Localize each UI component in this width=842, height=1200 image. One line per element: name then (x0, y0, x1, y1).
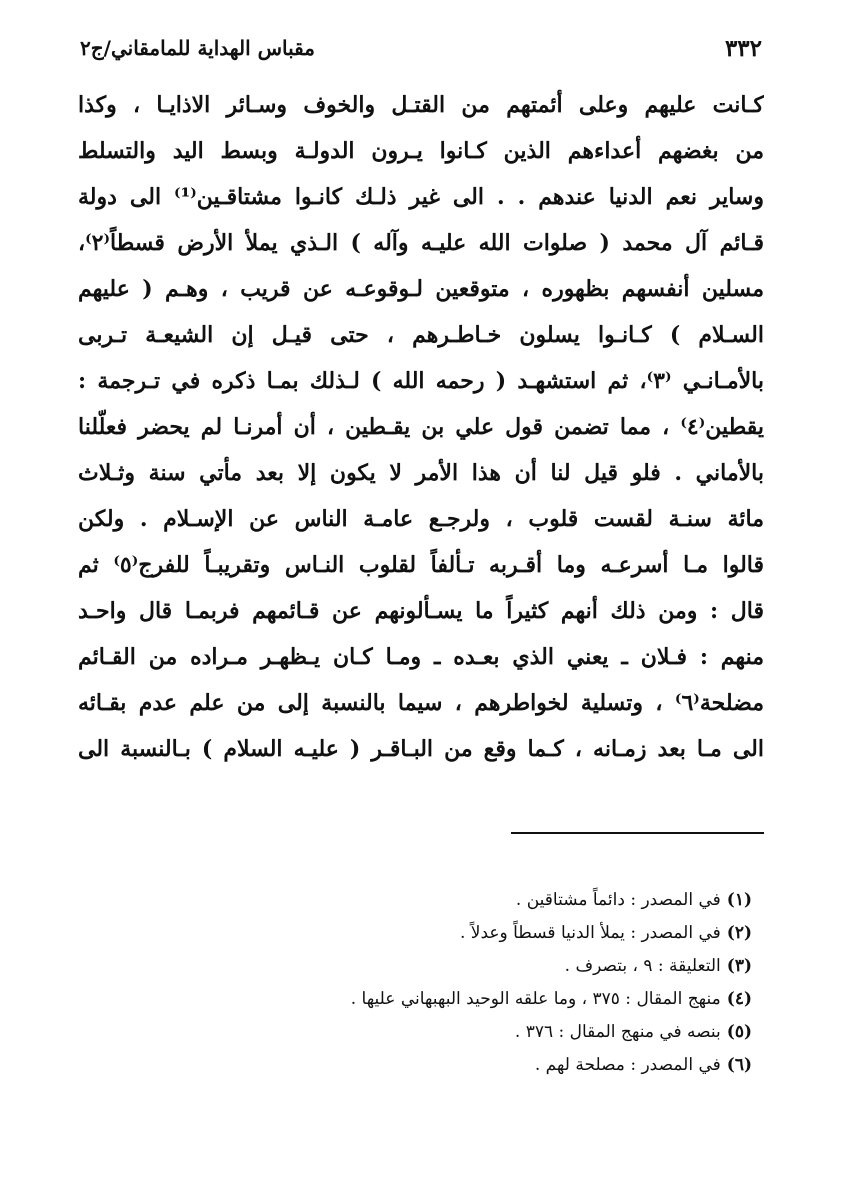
footnotes (90, 884, 752, 1082)
footnote-number: (٤) (726, 989, 752, 1009)
text-line: مائة سنـة لقست قلوب ، ولرجـع عامـة الناس عن الإسـلام . ولكن (78, 506, 764, 532)
footnote-number: (١) (726, 890, 752, 910)
main-text (78, 82, 764, 772)
footnote-number: (٣) (726, 956, 752, 976)
text-line: السـلام ) كـانـوا يسلون خـاطـرهم ، حتى قيـل إن الشيعـة تـربى (78, 322, 764, 348)
footnote-text: في المصدر : يملأ الدنيا قسطاً وعدلاً . (459, 923, 721, 943)
text-line: بالأمـانـي ⁽٣⁾، ثم استشهـد ( رحمه الله ) لـذلك بمـا ذكره في تـرجمة : (78, 368, 764, 394)
footnote-divider (511, 832, 764, 834)
text-line: قالوا مـا أسرعـه وما أقـربه تـألفاً لقلوب النـاس وتقريبـاً للفرج⁽٥⁾ ثم (78, 552, 764, 578)
text-line: مضلحة⁽٦⁾ ، وتسلية لخواطرهم ، سيما بالنسبة إلى من علم عدم بقـائه (78, 690, 764, 716)
footnote-text: منهج المقال : ٣٧٥ ، وما علقه الوحيد البهبهاني عليها . (350, 989, 721, 1009)
footnote-number: (٢) (726, 923, 752, 943)
footnote-text: في المصدر : دائماً مشتاقين . (515, 890, 721, 910)
footnote-text: التعليقة : ٩ ، بتصرف . (564, 956, 721, 976)
text-line: يقطين⁽٤⁾ ، مما تضمن قول علي بن يقـطين ، أن أمرنـا لم يحضر فعلّلنا (78, 414, 764, 440)
footnote-2 (90, 917, 752, 950)
page-header (80, 28, 762, 68)
footnote-text: بنصه في منهج المقال : ٣٧٦ . (514, 1022, 721, 1042)
text-line: مسلين أنفسهم بظهوره ، متوقعين لـوقوعـه عن قريب ، وهـم ( عليهم (78, 276, 764, 302)
page-number: ٣٣٢ (724, 34, 762, 62)
text-line: منهم : فـلان ـ يعني الذي بعـده ـ ومـا كـان يـظهـر مـراده من القـائم (78, 644, 764, 670)
footnote-text: في المصدر : مصلحة لهم . (534, 1055, 721, 1075)
text-line: قـائم آل محمد ( صلوات الله عليـه وآله ) الـذي يملأ الأرض قسطاً⁽٢⁾، (78, 230, 764, 256)
text-line: قال : ومن ذلك أنهم كثيراً ما يسـألونهم عن قـائمهم فربمـا قال واحـد (78, 598, 764, 624)
footnote-4 (90, 983, 752, 1016)
text-line: الى مـا بعد زمـانه ، كـما وقع من البـاقـر ( عليـه السلام ) بـالنسبة الى (78, 736, 764, 762)
footnote-5 (90, 1016, 752, 1049)
text-line: وساير نعم الدنيا عندهم . . الى غير ذلـك كانـوا مشتاقـين⁽¹⁾ الى دولة (78, 184, 764, 210)
footnote-number: (٥) (726, 1022, 752, 1042)
footnote-3 (90, 950, 752, 983)
footnote-6 (90, 1049, 752, 1082)
footnote-number: (٦) (726, 1055, 752, 1075)
text-line: من بغضهم أعداءهم الذين كـانوا يـرون الدولـة وبسط اليد والتسلط (78, 138, 764, 164)
running-title: مقباس الهداية للمامقاني/ج٢ (80, 36, 316, 60)
footnote-1 (90, 884, 752, 917)
text-line: كـانت عليهم وعلى أئمتهم من القتـل والخوف وسـائر الاذايـا ، وكذا (78, 92, 764, 118)
text-line: بالأماني . فلو قيل لنا أن هذا الأمر لا يكون إلا بعد مأتي سنة وثـلاث (78, 460, 764, 486)
